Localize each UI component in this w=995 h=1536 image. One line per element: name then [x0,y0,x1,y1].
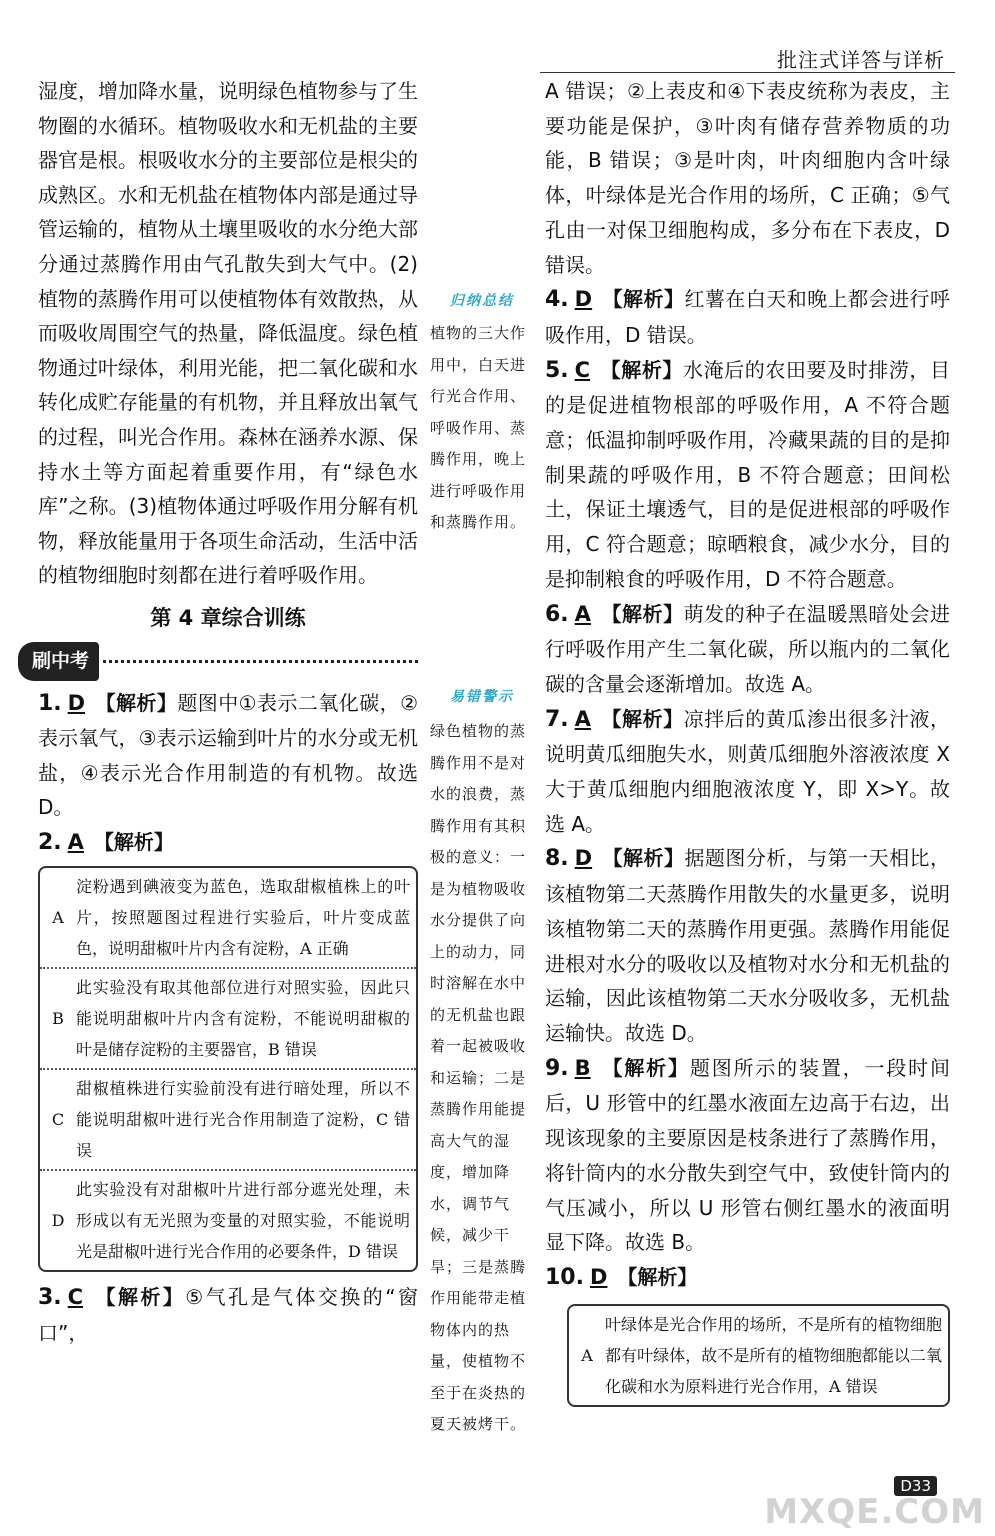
analysis-text: 据题图分析，与第一天相比，该植物第二天蒸腾作用散失的水量更多，说明该植物第二天的蒸腾作用更强。蒸腾作用能促进根对水分的吸收以及植物对水分和无机盐的运输，因此该植物第二天水分吸收多，无机盐运输快。故选 D。 [545,846,951,1045]
question-number: 9. [545,1055,569,1081]
header-divider [540,72,955,73]
question-7 [545,702,950,842]
analysis-label: 【解析】 [93,1285,186,1310]
analysis-label: 【解析】 [600,601,684,626]
answer-letter: D [67,690,86,715]
paragraph-continued: 湿度，增加降水量，说明绿色植物参与了生物圈的水循环。植物吸收水和无机盐的主要器官是根。根吸收水分的主要部位是根尖的成熟区。水和无机盐在植物体内部是通过导管运输的，植物从土壤里吸收的水分绝大部分通过蒸腾作用由气孔散失到大气中。(2)植物的蒸腾作用可以使植物体有效散热，从而吸收周围空气的热量，降低温度。绿色植物通过叶绿体，利用光能，把二氧化碳和水转化成贮存能量的有机物，并且释放出氧气的过程，叫光合作用。森林在涵养水源、保持水土等方面起着重要作用，有“绿色水库”之称。(3)植物体通过呼吸作用分解有机物，释放能量用于各项生命活动，生活中活的植物细胞时刻都在进行着呼吸作用。 [38,79,418,588]
question-9 [545,1051,950,1260]
side-note-tag-warning: 易错警示 [450,689,514,705]
side-note-tag-summary: 归纳总结 [450,293,514,309]
question-3 [38,1280,418,1350]
analysis-text: 凉拌后的黄瓜渗出很多汁液，说明黄瓜细胞失水，则黄瓜细胞外溶液浓度 X 大于黄瓜细胞内细胞液浓度 Y，即 X>Y。故选 A。 [545,706,951,836]
answer-letter: C [67,1285,84,1310]
analysis-text: 题图所示的装置，一段时间后，U 形管中的红墨水液面左边高于右边，出现该现象的主要原因是枝条进行了蒸腾作用，将针筒内的水分散失到空气中，致使针筒内的气压减小，所以 U 形管右侧红墨水的液面明显下降。故选 B。 [545,1055,951,1255]
question-10 [545,1260,950,1296]
answer-letter: C [574,357,591,382]
table-row [569,1306,948,1405]
question-number: 2. [38,829,62,855]
analysis-label: 【解析】 [600,706,684,731]
section-header [18,642,418,682]
option-label: C [51,1110,65,1130]
option-analysis-table [567,1304,950,1407]
option-analysis-table [38,866,418,1272]
left-column [32,74,419,1351]
answer-letter: D [574,287,593,312]
side-note-summary: 植物的三大作用中，白天进行光合作用、呼吸作用、蒸腾作用，晚上进行呼吸作用和蒸腾作用。 [430,324,527,531]
option-label: D [51,1211,65,1231]
analysis-text: 题图中①表示二氧化碳，②表示氧气，③表示运输到叶片的水分或无机盐，④表示光合作用制造的有机物。故选 D。 [38,690,419,820]
analysis-label: 【解析】 [93,829,174,854]
answer-letter: B [574,1055,591,1080]
answer-letter: D [589,1264,608,1289]
question-number: 1. [38,690,62,716]
right-column [545,74,950,1407]
table-row [40,1171,416,1270]
question-1 [38,686,418,825]
analysis-text: ⑤气孔是气体交换的“窗口”， [38,1285,418,1346]
analysis-label: 【解析】 [95,690,178,715]
question-number: 10. [545,1264,584,1290]
question-5 [545,353,950,597]
answer-letter: A [67,829,84,854]
analysis-label: 【解析】 [602,846,685,871]
option-label: A [581,1345,593,1365]
analysis-label: 【解析】 [602,287,685,312]
section-badge: 刷中考 [18,642,99,681]
chapter-title: 第 4 章综合训练 [150,605,306,630]
analysis-text: 水淹后的农田要及时排涝，目的是促进植物根部的呼吸作用，A 不符合题意；低温抑制呼吸作用，冷藏果蔬的目的是抑制果蔬的呼吸作用，B 不符合题意；田间松土，保证土壤透气，目的是促进根部的呼吸作用，C 符合题意；晾晒粮食，减少水分，目的是抑制粮食的呼吸作用，D 不符合题意。 [545,357,951,591]
question-2 [38,825,418,861]
question-number: 7. [545,706,569,732]
answer-letter: A [574,601,591,626]
question-6 [545,597,950,702]
option-text: 此实验没有对甜椒叶片进行部分遮光处理，未形成以有无光照为变量的对照实验，不能说明光是甜椒叶进行光合作用的必要条件，D 错误 [76,1180,410,1262]
option-text: 叶绿体是光合作用的场所，不是所有的植物细胞都有叶绿体，故不是所有的植物细胞都能以二氧化碳和水为原料进行光合作用，A 错误 [605,1314,942,1396]
table-row [40,1070,416,1171]
option-label: B [52,1009,64,1029]
section-divider [103,660,418,663]
question-number: 4. [545,287,569,313]
answer-letter: A [574,706,591,731]
option-text: 此实验没有取其他部位进行对照实验，因此只能说明甜椒叶片内含有淀粉，不能说明甜椒的叶是储存淀粉的主要器官，B 错误 [76,978,410,1060]
table-row [40,868,416,969]
answer-letter: D [574,846,593,871]
question-number: 8. [545,846,569,872]
analysis-label: 【解析】 [617,1264,698,1289]
option-text: 甜椒植株进行实验前没有进行暗处理，所以不能说明甜椒叶进行光合作用制造了淀粉，C 错误 [76,1079,410,1161]
question-number: 5. [545,357,569,383]
analysis-label: 【解析】 [600,357,684,382]
analysis-label: 【解析】 [600,1055,690,1080]
question-number: 6. [545,601,569,627]
side-note-warning: 绿色植物的蒸腾作用不是对水的浪费，蒸腾作用有其积极的意义：一是为植物吸收水分提供了向上的动力，同时溶解在水中的无机盐也跟着一起被吸收和运输；二是蒸腾作用能提高大气的湿度，增加降水，调节气候，减少干旱；三是蒸腾作用能带走植物体内的热量，使植物不至于在炎热的夏天被烤干。 [430,722,527,1433]
option-text: 淀粉遇到碘液变为蓝色，选取甜椒植株上的叶片，按照题图过程进行实验后，叶片变成蓝色，说明甜椒叶片内含有淀粉，A 正确 [76,877,410,959]
analysis-text: 萌发的种子在温暖黑暗处会进行呼吸作用产生二氧化碳，所以瓶内的二氧化碳的含量会逐渐增加。故选 A。 [545,601,951,696]
question-8 [545,841,950,1050]
option-label: A [52,908,64,928]
watermark: MXQE.COM [764,1492,985,1532]
page-number: D33 [894,1476,937,1496]
analysis-text: 红薯在白天和晚上都会进行呼吸作用，D 错误。 [545,287,951,347]
page-header-title: 批注式详答与详析 [777,48,945,72]
table-row [40,969,416,1070]
question-number: 3. [38,1285,62,1311]
question-4 [545,282,950,352]
question-3-continued: A 错误；②上表皮和④下表皮统称为表皮，主要功能是保护，③叶肉有储存营养物质的功能，B 错误；③是叶肉，叶肉细胞内含叶绿体，叶绿体是光合作用的场所，C 正确；⑤气孔由一对保卫细胞构成，多分布在下表皮，D 错误。 [545,79,950,277]
